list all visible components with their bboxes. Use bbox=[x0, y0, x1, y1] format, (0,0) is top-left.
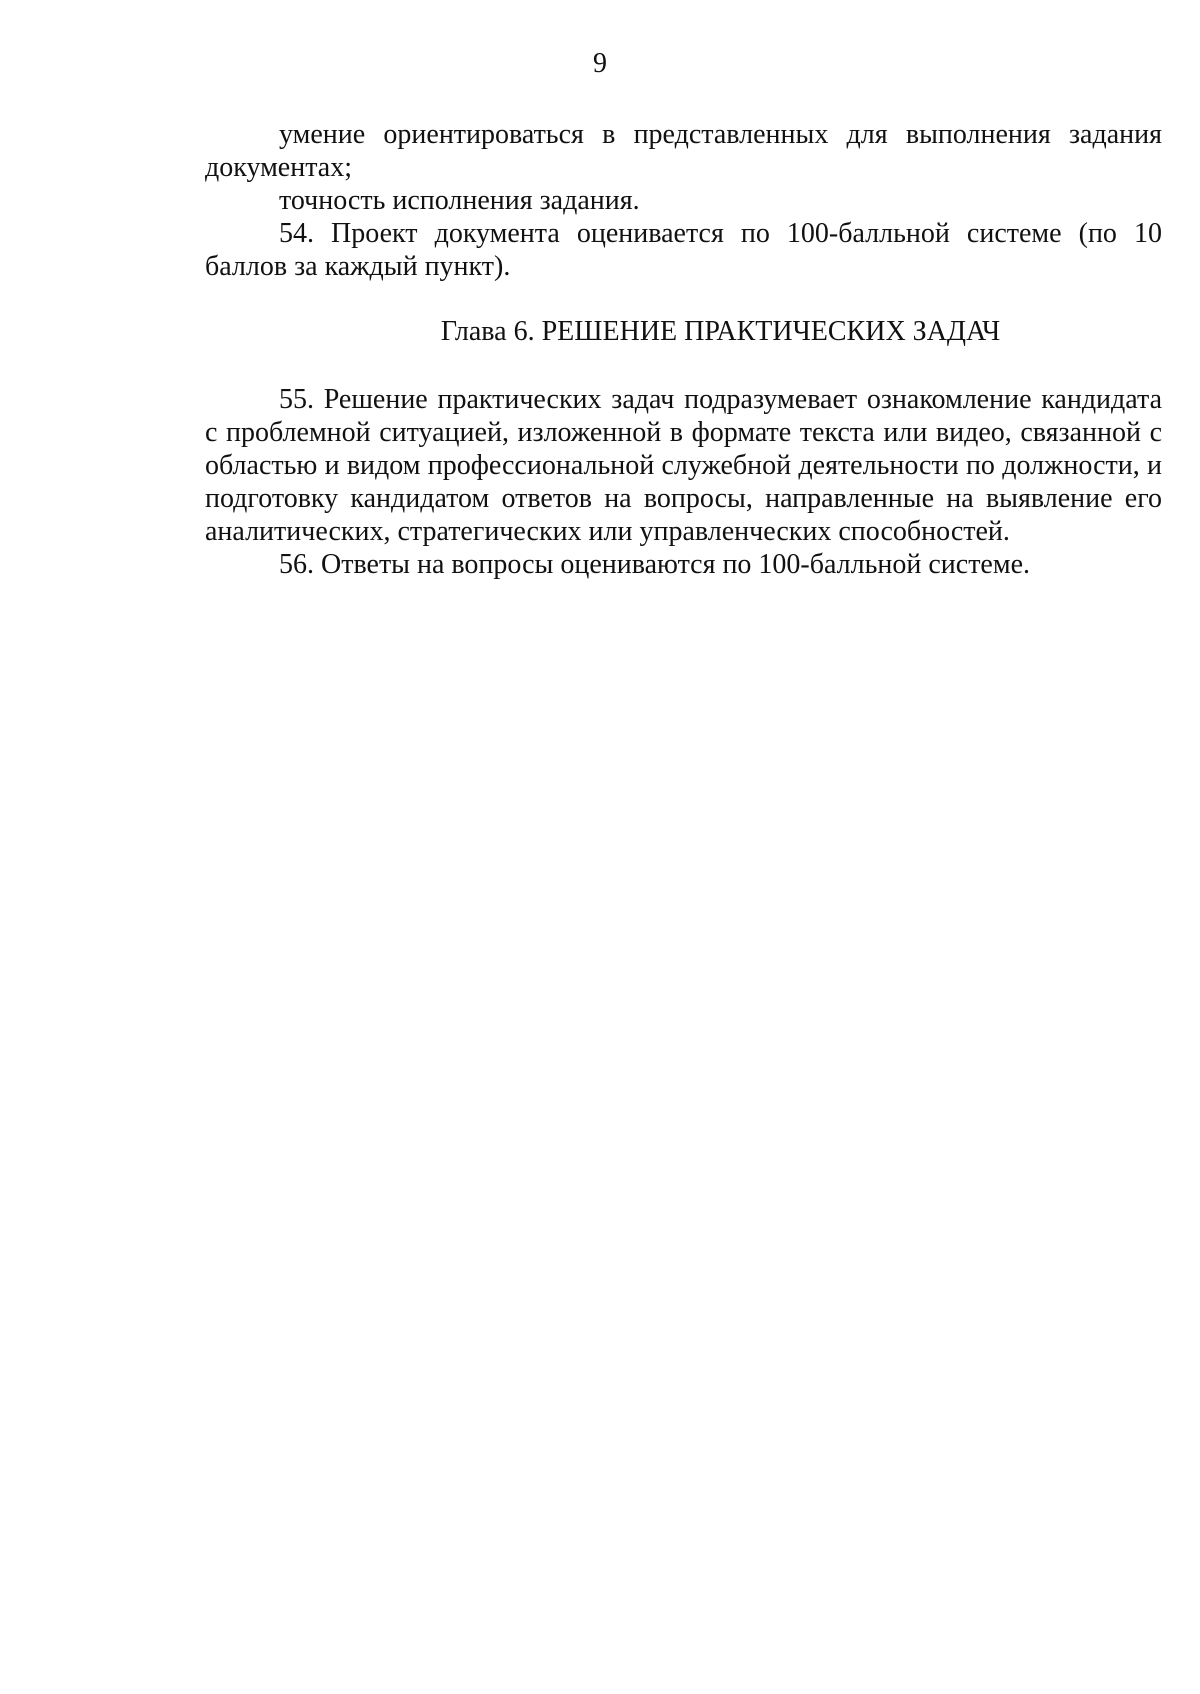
paragraph-skill-orientation: умение ориентироваться в представленных для выполнения задания документах; bbox=[205, 119, 1162, 183]
page-number: 9 bbox=[593, 48, 607, 79]
document-body bbox=[205, 118, 1162, 581]
paragraph-accuracy: точность исполнения задания. bbox=[279, 185, 640, 216]
paragraph-56: 56. Ответы на вопросы оцениваются по 100-балльной системе. bbox=[279, 549, 1031, 580]
paragraph-54: 54. Проект документа оценивается по 100-балльной системе (по 10 баллов за каждый пункт). bbox=[205, 218, 1162, 282]
chapter-heading: Глава 6. РЕШЕНИЕ ПРАКТИЧЕСКИХ ЗАДАЧ bbox=[440, 316, 1001, 347]
paragraph-55: 55. Решение практических задач подразумевает ознакомление кандидата с проблемной ситуацией, изложенной в формате текста или видео, связанной с областью и видом профессиональной служебной деятельности по должности, и подготовку кандидатом ответов на вопросы, направленные на выявление его аналитических, стратегических или управленческих способностей. bbox=[205, 384, 1162, 547]
